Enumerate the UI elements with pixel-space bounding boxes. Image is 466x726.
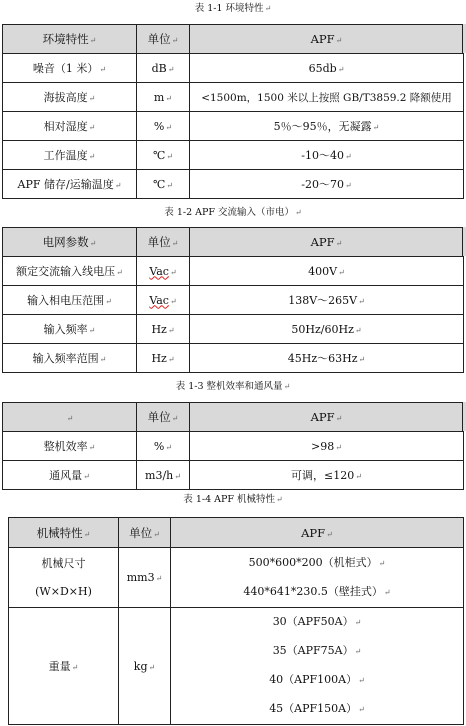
table-row <box>3 170 464 199</box>
unit-cell: dB↵ <box>137 54 190 83</box>
unit-cell: Vac↵ <box>137 286 190 315</box>
weight-value: 40（APF100A）↵ <box>269 673 365 686</box>
size-label-line1: 机械尺寸 <box>41 556 86 570</box>
table-1-3 <box>2 402 464 490</box>
table-1-2 <box>2 227 464 373</box>
size-value-wall: 440*641*230.5（壁挂式）↵ <box>243 584 391 598</box>
param-cell: 输入频率↵ <box>3 315 137 344</box>
param-cell: 噪音（1 米）↵ <box>3 54 137 83</box>
table-1-4-caption: 表 1-4 APF 机械特性↵ <box>183 494 283 505</box>
param-cell: APF 储存/运输温度↵ <box>3 170 137 199</box>
value-cell: 45Hz～63Hz↵ <box>190 344 464 373</box>
header-cell: ↵ <box>3 403 137 432</box>
weight-value: 35（APF75A）↵ <box>272 644 362 657</box>
header-cell: 单位↵ <box>119 518 171 548</box>
table-row <box>3 112 464 141</box>
table-row <box>3 83 464 112</box>
weight-value: 45（APF150A）↵ <box>269 702 365 715</box>
size-value-cabinet: 500*600*200（机柜式）↵ <box>248 555 386 569</box>
table-row-size <box>9 548 464 608</box>
unit-cell: m↵ <box>137 83 190 112</box>
param-cell: 通风量↵ <box>3 461 137 490</box>
header-cell: APF↵ <box>171 518 464 548</box>
unit-cell: mm3↵ <box>119 548 171 608</box>
unit-cell: Hz↵ <box>137 315 190 344</box>
table-row <box>3 432 464 461</box>
value-cell: -20～70↵ <box>190 170 464 199</box>
table-1-4 <box>8 517 464 725</box>
value-cell: <1500m，1500 米以上按照 GB/T3859.2 降额使用 <box>190 83 464 112</box>
param-cell: 重量↵ <box>9 608 119 725</box>
table-row <box>3 257 464 286</box>
value-cell: 65db↵ <box>190 54 464 83</box>
param-cell: 输入频率范围↵ <box>3 344 137 373</box>
header-cell: 机械特性↵ <box>9 518 119 548</box>
param-cell <box>9 548 119 608</box>
value-cell: 400V↵ <box>190 257 464 286</box>
value-cell <box>171 608 464 725</box>
value-cell: 可调，≤120↵ <box>190 461 464 490</box>
table-header-row <box>3 25 464 54</box>
table-edge-sliver <box>462 227 466 256</box>
table-1-2-caption: 表 1-2 APF 交流输入（市电）↵ <box>164 207 302 218</box>
table-header-row <box>3 228 464 257</box>
header-cell: 单位↵ <box>137 25 190 54</box>
value-cell: 5％～95％，无凝露↵ <box>190 112 464 141</box>
table-row <box>3 141 464 170</box>
table-row-weight <box>9 608 464 725</box>
unit-cell: Hz↵ <box>137 344 190 373</box>
table-edge-sliver <box>462 402 466 431</box>
param-cell: 整机效率↵ <box>3 432 137 461</box>
value-cell: -10～40↵ <box>190 141 464 170</box>
value-cell: >98↵ <box>190 432 464 461</box>
param-cell: 工作温度↵ <box>3 141 137 170</box>
header-cell: APF↵ <box>190 228 464 257</box>
table-header-row <box>9 518 464 548</box>
table-1-1 <box>2 24 464 199</box>
table-1-3-caption: 表 1-3 整机效率和通风量↵ <box>175 381 291 392</box>
table-row <box>3 286 464 315</box>
unit-cell: ℃↵ <box>137 141 190 170</box>
header-cell: APF↵ <box>190 25 464 54</box>
table-row <box>3 461 464 490</box>
header-cell: 电网参数↵ <box>3 228 137 257</box>
param-cell: 相对湿度↵ <box>3 112 137 141</box>
table-row <box>3 315 464 344</box>
header-cell: 单位↵ <box>137 228 190 257</box>
unit-cell: ℃↵ <box>137 170 190 199</box>
table-1-1-caption: 表 1-1 环境特性↵ <box>194 3 272 14</box>
header-cell: APF↵ <box>190 403 464 432</box>
value-cell <box>171 548 464 608</box>
header-cell: 环境特性↵ <box>3 25 137 54</box>
unit-cell: m3/h↵ <box>137 461 190 490</box>
value-cell: 50Hz/60Hz↵ <box>190 315 464 344</box>
table-row <box>3 54 464 83</box>
table-edge-sliver <box>462 24 466 53</box>
header-cell: 单位↵ <box>137 403 190 432</box>
value-cell: 138V～265V↵ <box>190 286 464 315</box>
param-cell: 输入相电压范围↵ <box>3 286 137 315</box>
unit-cell: %↵ <box>137 112 190 141</box>
unit-cell: kg↵ <box>119 608 171 725</box>
param-cell: 额定交流输入线电压↵ <box>3 257 137 286</box>
size-label-line2: (W×D×H) <box>35 584 92 598</box>
table-header-row <box>3 403 464 432</box>
unit-cell: %↵ <box>137 432 190 461</box>
weight-value: 30（APF50A）↵ <box>272 615 362 628</box>
param-cell: 海拔高度↵ <box>3 83 137 112</box>
table-row <box>3 344 464 373</box>
unit-cell: Vac↵ <box>137 257 190 286</box>
